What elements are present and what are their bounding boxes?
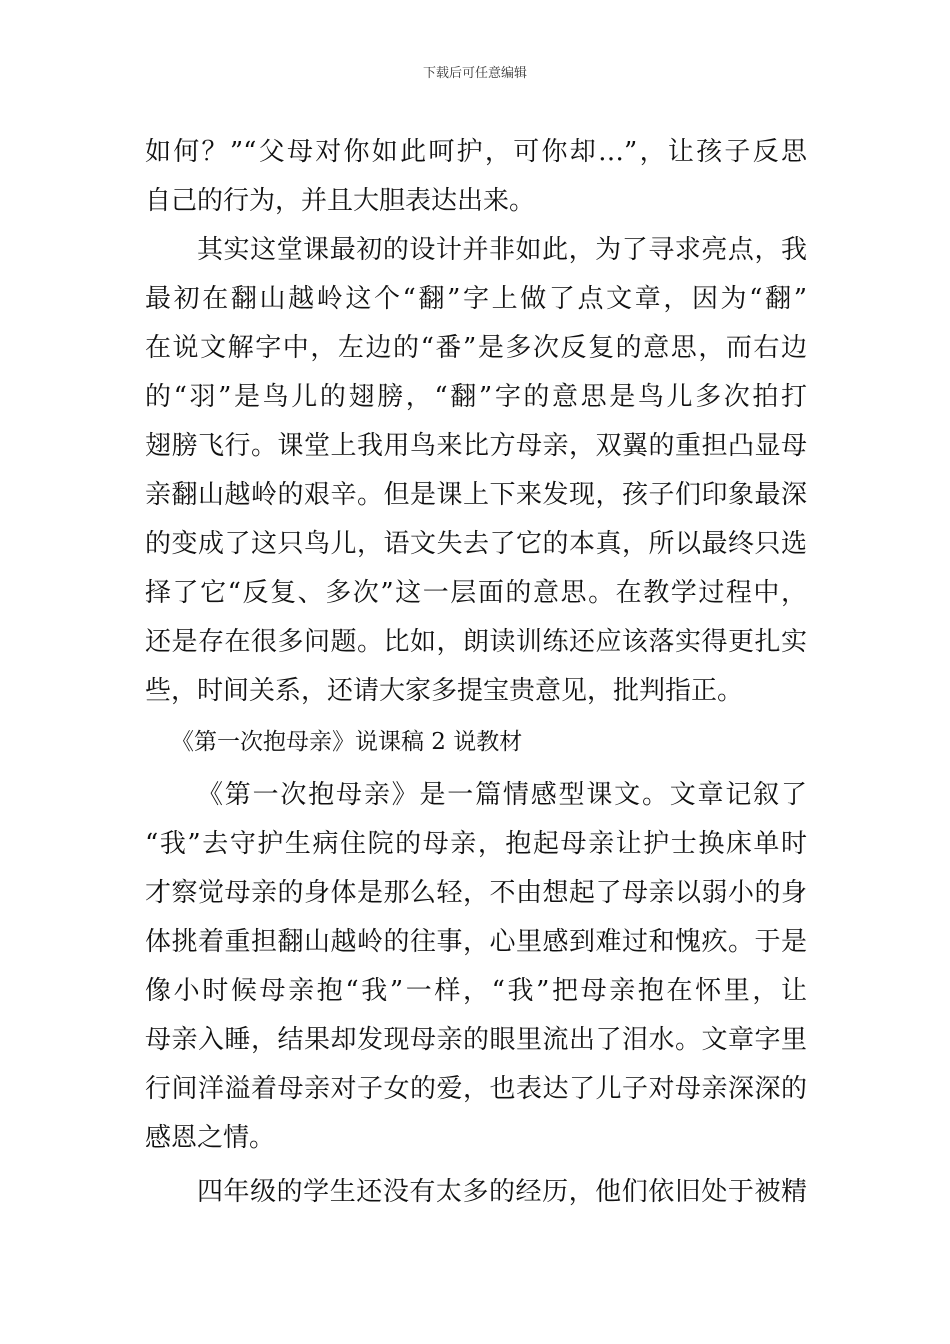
text-line: 像小时候母亲抱“我”一样，“我”把母亲抱在怀里，让 (145, 976, 807, 1006)
text-line: 《第一次抱母亲》是一篇情感型课文。文章记叙了 (197, 780, 807, 810)
text-line: 翅膀飞行。课堂上我用鸟来比方母亲，双翼的重担凸显母 (145, 431, 807, 461)
text-line: 其实这堂课最初的设计并非如此，为了寻求亮点，我 (197, 235, 807, 265)
text-line: 最初在翻山越岭这个“翻”字上做了点文章，因为“翻” (145, 284, 807, 314)
text-line: 行间洋溢着母亲对子女的爱，也表达了儿子对母亲深深的 (145, 1074, 807, 1104)
page-header: 下载后可任意编辑 (422, 66, 527, 81)
text-line: 如何？”“父母对你如此呵护，可你却…”，让孩子反思 (145, 137, 807, 167)
text-line: 四年级的学生还没有太多的经历，他们依旧处于被精 (197, 1177, 807, 1207)
text-line: 母亲入睡，结果却发现母亲的眼里流出了泪水。文章字里 (145, 1025, 807, 1055)
text-line: 在说文解字中，左边的“番”是多次反复的意思，而右边 (145, 333, 807, 363)
text-line: 自己的行为，并且大胆表达出来。 (145, 186, 536, 216)
text-line: 的变成了这只鸟儿，语文失去了它的本真，所以最终只选 (145, 529, 807, 559)
section-heading: 《第一次抱母亲》说课稿 2 说教材 (171, 729, 523, 755)
text-line: 体挑着重担翻山越岭的往事，心里感到难过和愧疚。于是 (145, 927, 807, 957)
text-line: “我”去守护生病住院的母亲，抱起母亲让护士换床单时 (145, 829, 807, 859)
text-line: 些，时间关系，还请大家多提宝贵意见，批判指正。 (145, 676, 744, 706)
text-line: 才察觉母亲的身体是那么轻，不由想起了母亲以弱小的身 (145, 878, 807, 908)
text-line: 的“羽”是鸟儿的翅膀，“翻”字的意思是鸟儿多次拍打 (145, 382, 807, 412)
text-line: 择了它“反复、多次”这一层面的意思。在教学过程中， (145, 578, 807, 608)
text-line: 感恩之情。 (145, 1123, 276, 1153)
text-line: 亲翻山越岭的艰辛。但是课上下来发现，孩子们印象最深 (145, 480, 807, 510)
text-line: 还是存在很多问题。比如，朗读训练还应该落实得更扎实 (145, 627, 807, 657)
